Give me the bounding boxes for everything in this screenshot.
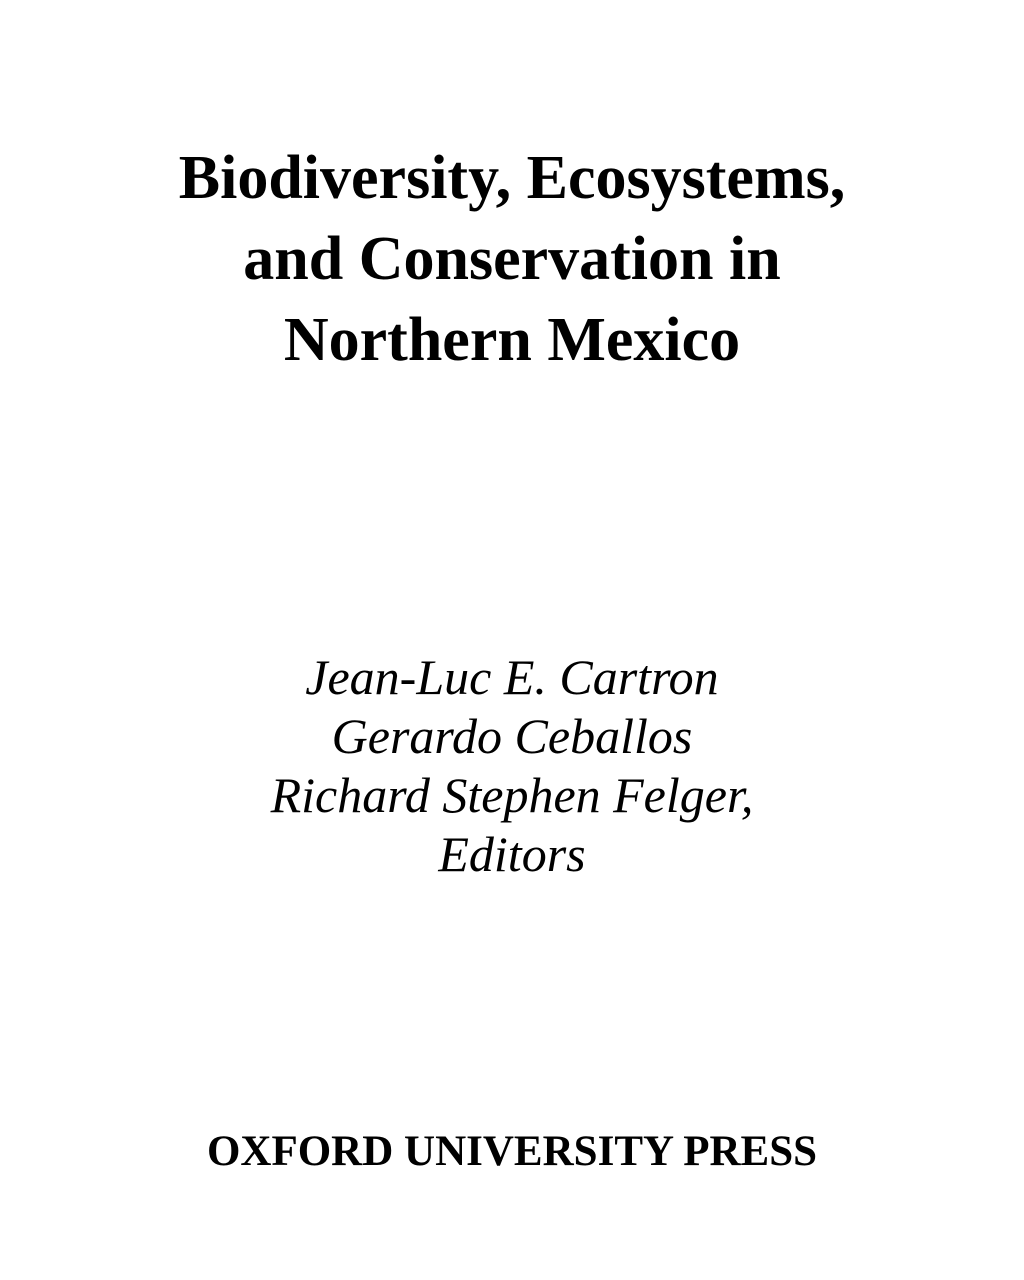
editor-name: Gerardo Ceballos <box>331 708 693 764</box>
editors-block <box>0 648 1024 884</box>
editors-role: Editors <box>438 826 586 882</box>
book-title-line: and Conservation in <box>243 225 781 293</box>
book-title-line: Biodiversity, Ecosystems, <box>178 144 846 212</box>
editor-name: Jean-Luc E. Cartron <box>305 649 719 705</box>
book-title-line: Northern Mexico <box>283 306 741 374</box>
book-title <box>0 138 1024 381</box>
publisher-name: OXFORD UNIVERSITY PRESS <box>206 1128 818 1175</box>
editor-name: Richard Stephen Felger, <box>270 767 754 823</box>
